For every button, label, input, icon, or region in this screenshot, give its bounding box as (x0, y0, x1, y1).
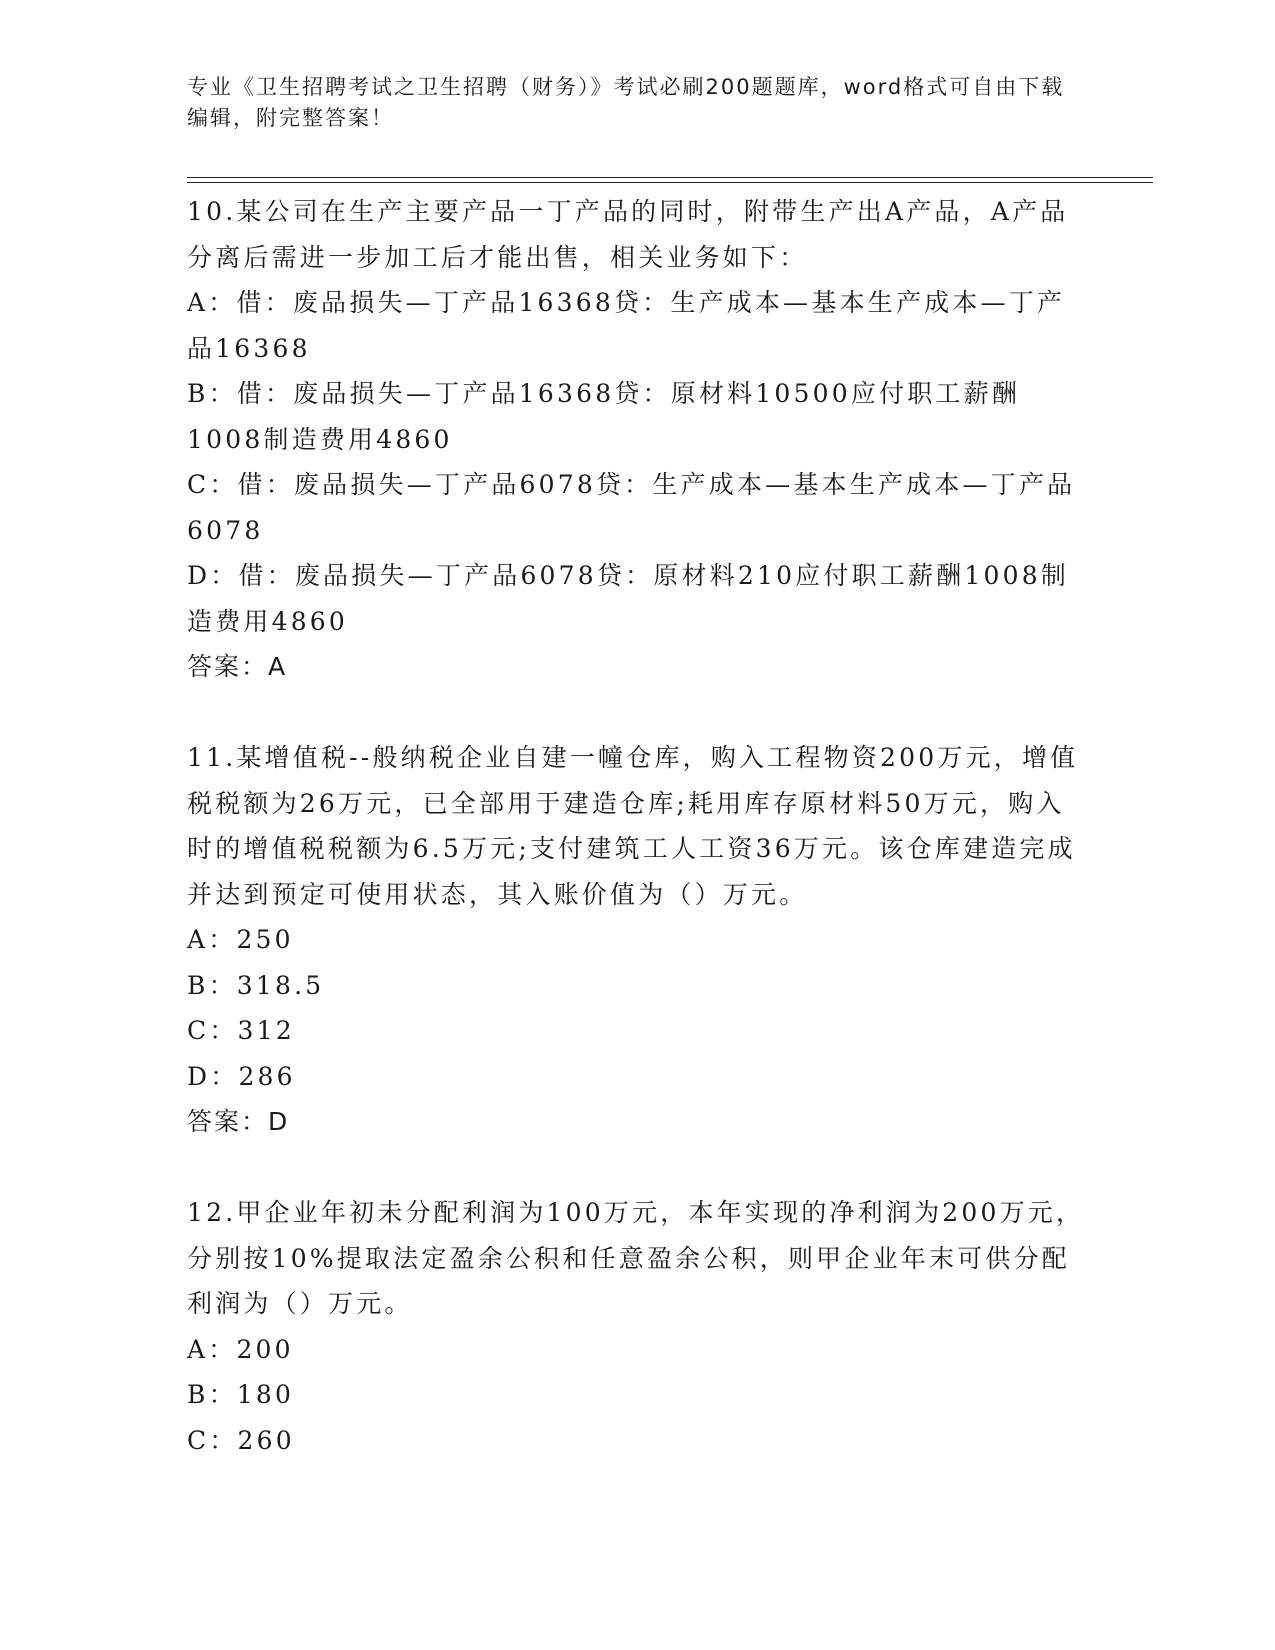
answer-line: 答案：D (187, 1107, 290, 1136)
option-a: A：200 (187, 1334, 294, 1364)
option-d: D：286 (187, 1061, 296, 1091)
option-a: A：借：废品损失—丁产品16368贷：生产成本—基本生产成本—丁产品16368 (187, 288, 1066, 363)
option-d: D：借：废品损失—丁产品6078贷：原材料210应付职工薪酬1008制造费用4860 (187, 561, 1070, 636)
header-rule-top (187, 177, 1153, 178)
question-12 (187, 1190, 1087, 1463)
question-11 (187, 735, 1087, 1145)
question-stem: 11.某增值税--般纳税企业自建一幢仓库，购入工程物资200万元，增值税税额为26万元，已全部用于建造仓库;耗用库存原材料50万元，购入时的增值税税额为6.5万元;支付建筑工人工资36万元。该仓库建造完成并达到预定可使用状态，其入账价值为（）万元。 (187, 743, 1079, 909)
question-spacer (187, 1145, 1087, 1191)
option-a: A：250 (187, 925, 294, 954)
document-header: 专业《卫生招聘考试之卫生招聘（财务）》考试必刷200题题库，word格式可自由下载编辑，附完整答案！ (187, 75, 1065, 130)
option-b: B：借：废品损失—丁产品16368贷：原材料10500应付职工薪酬1008制造费用4860 (187, 379, 1021, 454)
question-stem: 10.某公司在生产主要产品一丁产品的同时，附带生产出A产品，A产品分离后需进一步加工后才能出售，相关业务如下： (187, 197, 1069, 272)
option-c: C：借：废品损失—丁产品6078贷：生产成本—基本生产成本—丁产品6078 (187, 470, 1076, 545)
option-b: B：180 (187, 1380, 295, 1409)
option-c: C：260 (187, 1425, 295, 1455)
question-stem: 12.甲企业年初未分配利润为100万元，本年实现的净利润为200万元，分别按10%提取法定盈余公积和任意盈余公积，则甲企业年末可供分配利润为（）万元。 (187, 1198, 1085, 1318)
option-b: B：318.5 (187, 970, 325, 1000)
question-10 (187, 189, 1087, 690)
question-list (187, 189, 1087, 1463)
option-c: C：312 (187, 1016, 295, 1045)
header-rule-bottom (187, 182, 1153, 183)
question-spacer (187, 690, 1087, 736)
answer-line: 答案：A (187, 652, 288, 681)
